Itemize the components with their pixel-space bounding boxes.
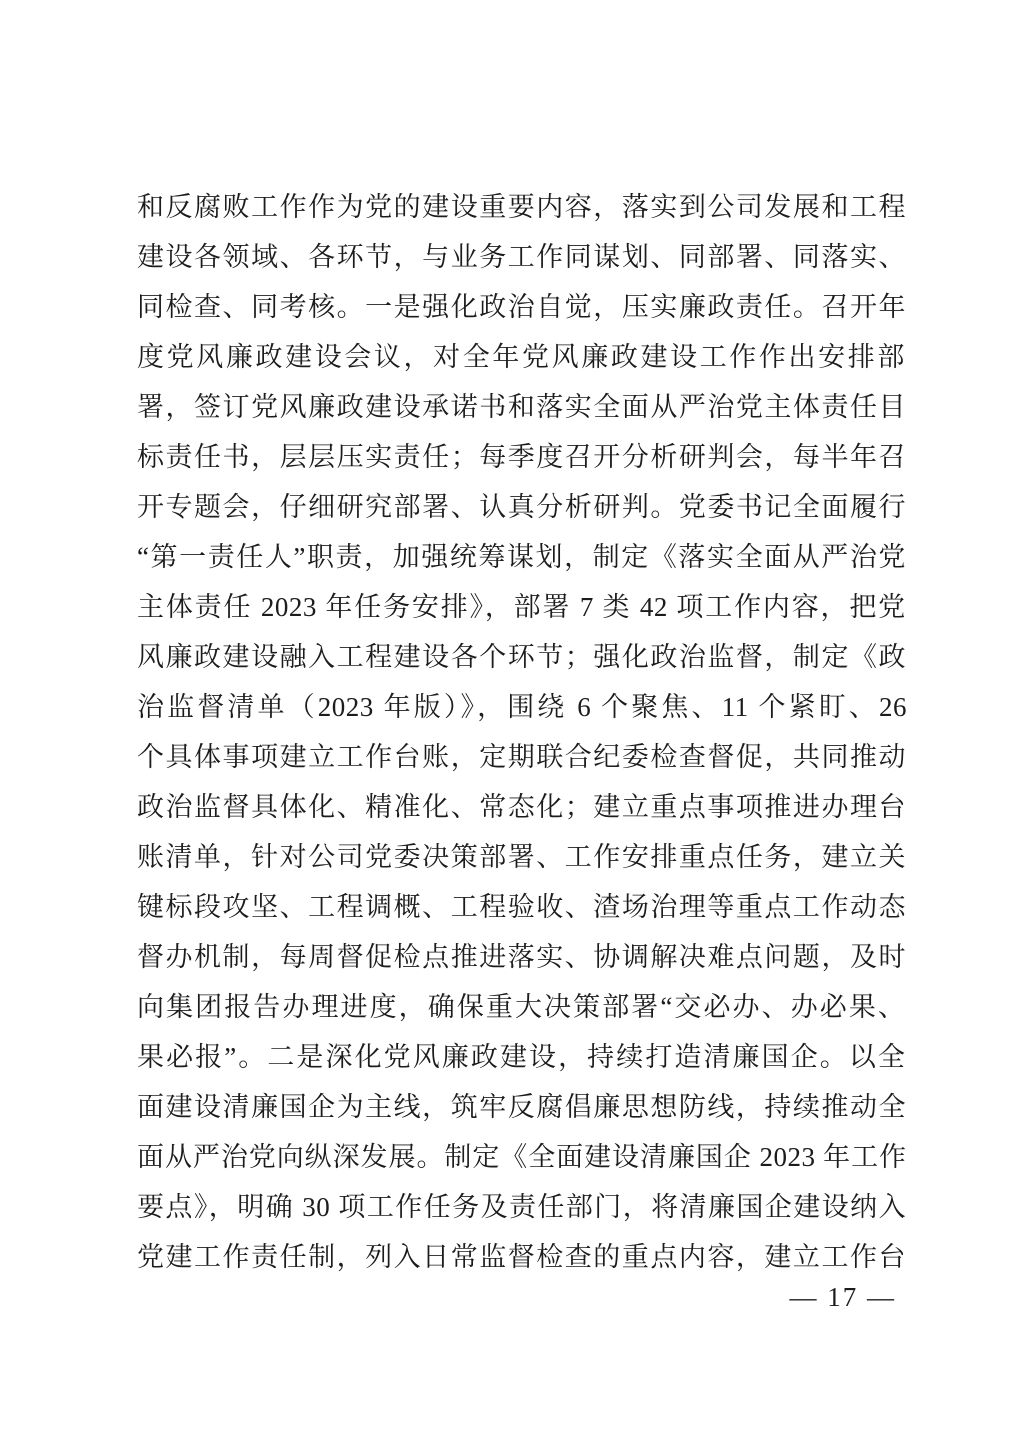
- text-line: 果必报”。二是深化党风廉政建设，持续打造清廉国企。以全: [137, 1042, 907, 1072]
- text-line: 党建工作责任制，列入日常监督检查的重点内容，建立工作台: [137, 1242, 907, 1272]
- text-line: “第一责任人”职责，加强统筹谋划，制定《落实全面从严治党: [137, 542, 907, 572]
- text-line: 账清单，针对公司党委决策部署、工作安排重点任务，建立关: [137, 842, 907, 872]
- text-line: 面从严治党向纵深发展。制定《全面建设清廉国企 2023 年工作: [137, 1142, 907, 1172]
- text-line: 治监督清单（2023 年版）》，围绕 6 个聚焦、11 个紧盯、26: [137, 692, 907, 722]
- page-number: — 17 —: [789, 1282, 896, 1312]
- text-line: 主体责任 2023 年任务安排》，部署 7 类 42 项工作内容，把党: [137, 592, 907, 622]
- text-line: 同检查、同考核。一是强化政治自觉，压实廉政责任。召开年: [137, 292, 907, 322]
- body-text: [137, 182, 907, 1282]
- text-line: 键标段攻坚、工程调概、工程验收、渣场治理等重点工作动态: [137, 892, 907, 922]
- text-line: 个具体事项建立工作台账，定期联合纪委检查督促，共同推动: [137, 742, 907, 772]
- text-line: 要点》，明确 30 项工作任务及责任部门，将清廉国企建设纳入: [137, 1192, 907, 1222]
- text-line: 向集团报告办理进度，确保重大决策部署“交必办、办必果、: [137, 992, 907, 1022]
- text-line: 度党风廉政建设会议，对全年党风廉政建设工作作出安排部: [137, 342, 907, 372]
- text-line: 面建设清廉国企为主线，筑牢反腐倡廉思想防线，持续推动全: [137, 1092, 907, 1122]
- text-line: 政治监督具体化、精准化、常态化；建立重点事项推进办理台: [137, 792, 907, 822]
- text-line: 风廉政建设融入工程建设各个环节；强化政治监督，制定《政: [137, 642, 907, 672]
- text-line: 署，签订党风廉政建设承诺书和落实全面从严治党主体责任目: [137, 392, 907, 422]
- text-line: 标责任书，层层压实责任；每季度召开分析研判会，每半年召: [137, 442, 907, 472]
- text-line: 督办机制，每周督促检点推进落实、协调解决难点问题，及时: [137, 942, 907, 972]
- text-line: 建设各领域、各环节，与业务工作同谋划、同部署、同落实、: [137, 242, 907, 272]
- text-line: 和反腐败工作作为党的建设重要内容，落实到公司发展和工程: [137, 192, 907, 222]
- text-line: 开专题会，仔细研究部署、认真分析研判。党委书记全面履行: [137, 492, 907, 522]
